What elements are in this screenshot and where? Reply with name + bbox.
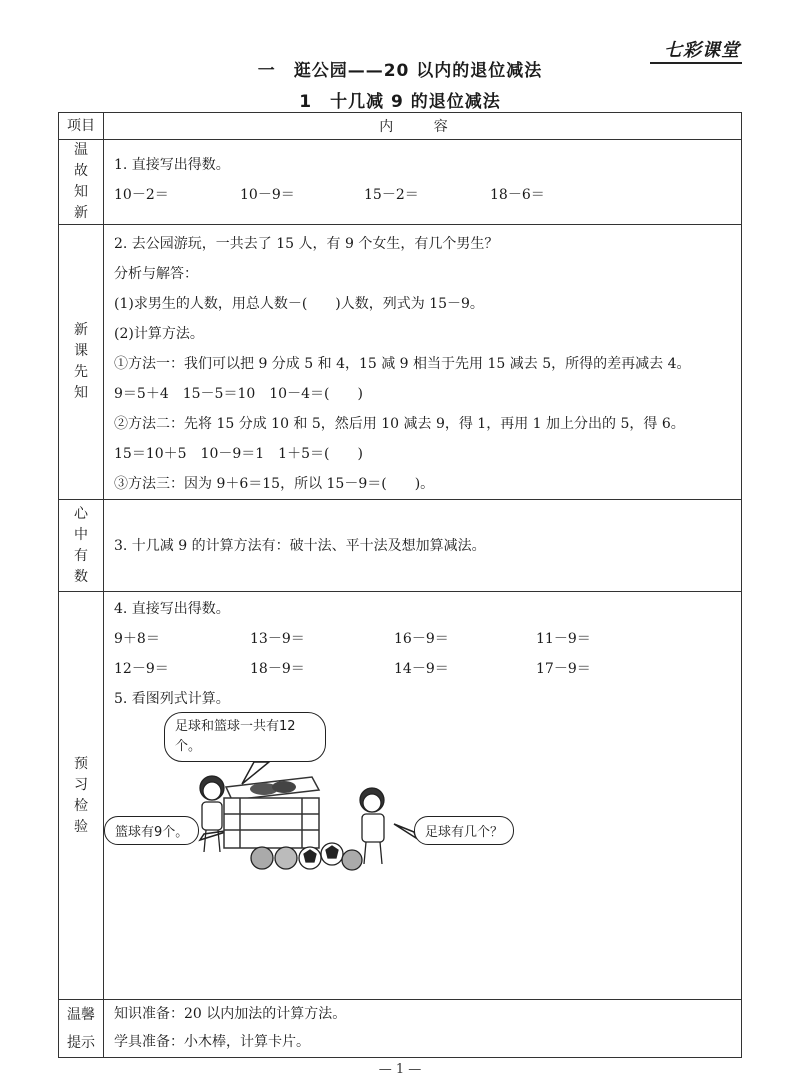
expr: 9＋8＝ [114, 631, 160, 647]
expr: 12－9＝ [114, 661, 169, 677]
expr-row-a [114, 624, 731, 654]
section-label-tips: 温馨 提示 [59, 1000, 104, 1058]
tip-line: 学具准备：小木棒，计算卡片。 [114, 1034, 310, 1050]
section-content-review [104, 140, 742, 225]
lesson-table [58, 112, 742, 1058]
page-number: — 1 — [378, 1062, 422, 1077]
lesson-title: 1 十几减 9 的退位减法 [299, 92, 501, 112]
expr: 11－9＝ [536, 631, 591, 647]
header-item: 项目 [59, 113, 104, 140]
expr: 17－9＝ [536, 661, 591, 677]
expr: 15－2＝ [364, 187, 419, 203]
text-line: 15＝10＋5 10－9＝1 1＋5＝( ) [114, 446, 363, 462]
section-label-check: 预习检验 [59, 592, 104, 1000]
question-5: 5. 看图列式计算。 [114, 691, 230, 707]
table-header-row [59, 113, 742, 140]
section-content-check [104, 592, 742, 1000]
text-line: ②方法二：先将 15 分成 10 和 5，然后用 10 减去 9，得 1，再用 1 加上分出的 5，得 6。 [114, 416, 685, 432]
section-label-review: 温故知新 [59, 140, 104, 225]
question-2: 2. 去公园游玩，一共去了 15 人，有 9 个女生，有几个男生？ [114, 236, 499, 252]
bubble-left: 篮球有9个。 [104, 816, 199, 845]
expr: 13－9＝ [250, 631, 305, 647]
summary-text: 3. 十几减 9 的计算方法有：破十法、平十法及想加算减法。 [114, 537, 486, 554]
expr-row-b [114, 654, 731, 684]
section-content-new [104, 225, 742, 500]
brand-logo: 七彩课堂 [664, 40, 740, 61]
bubble-right: 足球有几个？ [414, 816, 514, 845]
section-new-lesson [59, 225, 742, 500]
section-content-tips [104, 1000, 742, 1058]
section-label-summary: 心中有数 [59, 500, 104, 592]
text-line: ③方法三：因为 9＋6＝15，所以 15－9＝( )。 [114, 476, 435, 492]
header-content: 内 容 [104, 113, 742, 140]
text-line: 9＝5＋4 15－5＝10 10－4＝( ) [114, 386, 363, 402]
expr: 10－2＝ [114, 187, 169, 203]
expr: 14－9＝ [394, 661, 449, 677]
expr: 18－6＝ [490, 187, 545, 203]
text-line: 分析与解答： [114, 266, 198, 282]
bubble-top: 足球和篮球一共有12个。 [164, 712, 326, 762]
section-check [59, 592, 742, 1000]
text-line: ①方法一：我们可以把 9 分成 5 和 4，15 减 9 相当于先用 15 减去 5，所得的差再减去 4。 [114, 356, 691, 372]
text-line: (2)计算方法。 [114, 326, 204, 342]
section-tips [59, 1000, 742, 1058]
section-summary [59, 500, 742, 592]
unit-title: 一 逛公园——20 以内的退位减法 [257, 61, 543, 81]
illustration [104, 712, 724, 872]
section-content-summary [104, 500, 742, 592]
girl-figure [200, 776, 224, 852]
expr: 18－9＝ [250, 661, 305, 677]
tip-line: 知识准备：20 以内加法的计算方法。 [114, 1006, 347, 1022]
section-label-new: 新课先知 [59, 225, 104, 500]
question-4: 4. 直接写出得数。 [114, 601, 230, 617]
expr: 16－9＝ [394, 631, 449, 647]
expr-row-1 [114, 180, 731, 210]
question-1: 1. 直接写出得数。 [114, 157, 230, 173]
expr: 10－9＝ [240, 187, 295, 203]
text-line: (1)求男生的人数，用总人数－( )人数，列式为 15－9。 [114, 296, 484, 312]
boy-figure [360, 788, 384, 864]
section-review [59, 140, 742, 225]
